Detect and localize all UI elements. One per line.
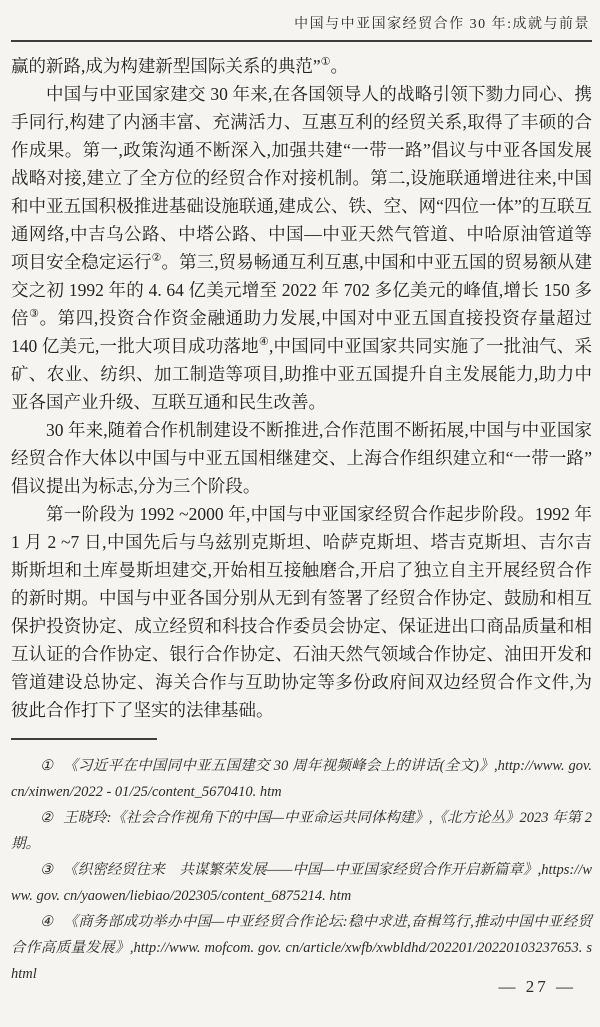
footnote-item <box>11 909 592 987</box>
paragraph <box>11 52 592 80</box>
text-run: 30 年来,随着合作机制建设不断推进,合作范围不断拓展,中国与中亚国家经贸合作大体以中国与中亚五国相继建交、上海合作组织建立和“一带一路”倡议提出为标志,分为三个阶段。 <box>11 420 592 496</box>
footnote-ref: ① <box>320 56 331 69</box>
footnotes <box>11 753 592 987</box>
running-head-title: 中国与中亚国家经贸合作 30 年:成就与前景 <box>11 13 592 42</box>
footnote-marker: ① <box>40 758 54 774</box>
paragraph <box>11 80 592 416</box>
text-run: 。 <box>330 56 349 76</box>
footnote-text: 《商务部成功举办中国—中亚经贸合作论坛:稳中求进,奋楫笃行,推动中国中亚经贸合作高质量发展》,http://www. mofcom. gov. cn/article/xwfb/xwbldhd/202201/20220103237653. shtml <box>11 914 593 982</box>
footnote-ref: ③ <box>29 308 40 321</box>
paragraph <box>11 500 592 724</box>
text-run: 中国与中亚国家建交 30 年来,在各国领导人的战略引领下勠力同心、携手同行,构建了内涵丰富、充满活力、互惠互利的经贸关系,取得了丰硕的合作成果。第一,政策沟通不断深入,加强共建“一带一路”倡议与中亚各国发展战略对接,建立了全方位的经贸合作对接机制。第二,设施联通增进往来,中国和中亚五国积极推进基础设施联通,建成公、铁、空、网“四位一体”的互联互通网络,中吉乌公路、中塔公路、中国—中亚天然气管道、中哈原油管道等项目安全稳定运行 <box>11 84 592 272</box>
footnote-item <box>11 857 592 909</box>
body-text <box>11 52 592 724</box>
text-run: 第一阶段为 1992 ~2000 年,中国与中亚国家经贸合作起步阶段。1992 年 1 月 2 ~7 日,中国先后与乌兹别克斯坦、哈萨克斯坦、塔吉克斯坦、吉尔吉斯斯坦和土库曼斯坦建交,开始相互接触磨合,开启了独立自主开展经贸合作的新时期。中国与中亚各国分别从无到有签署了经贸合作协定、鼓励和相互保护投资协定、成立经贸和科技合作委员会协定、保证进出口商品质量和相互认证的合作协定、银行合作协定、石油天然气领域合作协定、油田开发和管道建设总协定、海关合作与互助协定等多份政府间双边经贸合作文件,为彼此合作打下了坚实的法律基础。 <box>11 504 592 720</box>
footnote-ref: ② <box>151 252 162 265</box>
footnote-text: 《习近平在中国同中亚五国建交 30 周年视频峰会上的讲话(全文)》,http://www. gov. cn/xinwen/2022 - 01/25/content_5670410. htm <box>11 758 592 800</box>
text-run: 。第四,投资合作资金融通助力发展,中国对中亚五国直接投资存量超过 140 亿美元,一批大项目成功落地 <box>11 308 592 356</box>
text-run: 赢的新路,成为构建新型国际关系的典范” <box>11 56 321 76</box>
footnote-item <box>11 805 592 857</box>
text-run: ,中国同中亚国家共同实施了一批油气、采矿、农业、纺织、加工制造等项目,助推中亚五国提升自主发展能力,助力中亚各国产业升级、互联互通和民生改善。 <box>11 336 593 412</box>
footnote-item <box>11 753 592 805</box>
page-number: — 27 — <box>498 977 576 996</box>
footnote-separator <box>11 738 157 740</box>
footnote-marker: ④ <box>40 914 54 930</box>
paragraph <box>11 416 592 500</box>
footnote-ref: ④ <box>258 336 269 349</box>
footnote-text: 王晓玲:《社会合作视角下的中国—中亚命运共同体构建》,《北方论丛》2023 年第 2 期。 <box>11 810 592 852</box>
footnote-marker: ② <box>40 810 53 826</box>
text-run: 。第三,贸易畅通互利互惠,中国和中亚五国的贸易额从建交之初 1992 年的 4. 64 亿美元增至 2022 年 702 多亿美元的峰值,增长 150 多倍 <box>11 252 592 328</box>
footnote-marker: ③ <box>40 862 54 878</box>
footnote-text: 《织密经贸往来 共谋繁荣发展——中国—中亚国家经贸合作开启新篇章》,https://www. gov. cn/yaowen/liebiao/202305/content_6875214. htm <box>11 862 593 904</box>
